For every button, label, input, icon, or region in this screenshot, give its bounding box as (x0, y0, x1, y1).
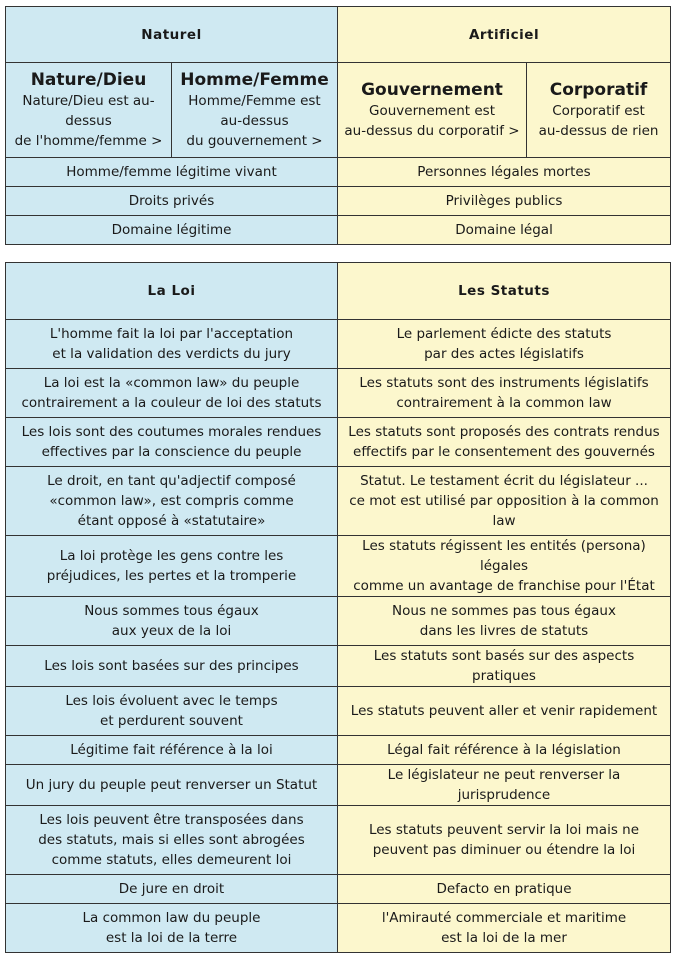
table-row-left: Nous sommes tous égaux aux yeux de la loi (6, 597, 338, 646)
table-row-right: Les statuts sont basés sur des aspects pratiques (338, 646, 671, 687)
corporatif-cell (527, 63, 671, 158)
table-row-right: Le parlement édicte des statuts par des actes législatifs (338, 320, 671, 369)
table-row-left: Homme/femme légitime vivant (6, 158, 338, 187)
table-row-right: Domaine légal (338, 216, 671, 245)
artificiel-heading: Artificiel (338, 7, 671, 63)
homme-femme-cell (172, 63, 338, 158)
table-row-right: Les statuts peuvent servir la loi mais ne peuvent pas diminuer ou étendre la loi (338, 806, 671, 875)
loi-vs-statuts-table (5, 262, 671, 953)
table-row-left: La common law du peuple est la loi de la terre (6, 904, 338, 953)
table-row-left: La loi est la «common law» du peuple contrairement a la couleur de loi des statuts (6, 369, 338, 418)
table-row-right: Personnes légales mortes (338, 158, 671, 187)
table-row-left: La loi protège les gens contre les préjudices, les pertes et la tromperie (6, 536, 338, 597)
table-row-right: l'Amirauté commerciale et maritime est la loi de la mer (338, 904, 671, 953)
nature-dieu-cell (6, 63, 172, 158)
table-row-right: Statut. Le testament écrit du législateur ... ce mot est utilisé par opposition à la common law (338, 467, 671, 536)
table-row-left: Les lois évoluent avec le temps et perdurent souvent (6, 687, 338, 736)
la-loi-heading: La Loi (6, 263, 338, 320)
table-row-left: Domaine légitime (6, 216, 338, 245)
homme-femme-title: Homme/Femme (180, 70, 329, 90)
homme-femme-text: Homme/Femme est au-dessus du gouvernement > (186, 93, 323, 149)
nature-dieu-text: Nature/Dieu est au- dessus de l'homme/femme > (14, 93, 163, 149)
table-row-left: De jure en droit (6, 875, 338, 904)
table-row-right: Defacto en pratique (338, 875, 671, 904)
gouvernement-text: Gouvernement est au-dessus du corporatif > (344, 103, 520, 139)
table-row-right: Les statuts sont des instruments législatifs contrairement à la common law (338, 369, 671, 418)
gouvernement-title: Gouvernement (361, 80, 503, 100)
table-row-left: Le droit, en tant qu'adjectif composé «common law», est compris comme étant opposé à «statutaire» (6, 467, 338, 536)
table-row-left: L'homme fait la loi par l'acceptation et la validation des verdicts du jury (6, 320, 338, 369)
table-row-left: Les lois sont des coutumes morales rendues effectives par la conscience du peuple (6, 418, 338, 467)
table-row-right: Les statuts peuvent aller et venir rapidement (338, 687, 671, 736)
table-row-left: Les lois sont basées sur des principes (6, 646, 338, 687)
table-row-left: Droits privés (6, 187, 338, 216)
nature-dieu-title: Nature/Dieu (30, 70, 147, 90)
table-row-right: Légal fait référence à la législation (338, 736, 671, 765)
table-row-right: Le législateur ne peut renverser la jurisprudence (338, 765, 671, 806)
table-row-right: Privilèges publics (338, 187, 671, 216)
table-row-right: Les statuts sont proposés des contrats rendus effectifs par le consentement des gouvernés (338, 418, 671, 467)
table-row-left: Les lois peuvent être transposées dans des statuts, mais si elles sont abrogées comme statuts, elles demeurent loi (6, 806, 338, 875)
gouvernement-cell (338, 63, 527, 158)
table-row-right: Nous ne sommes pas tous égaux dans les livres de statuts (338, 597, 671, 646)
corporatif-text: Corporatif est au-dessus de rien (538, 103, 659, 139)
naturel-heading: Naturel (6, 7, 338, 63)
corporatif-title: Corporatif (549, 80, 648, 100)
table-row-right: Les statuts régissent les entités (persona) légales comme un avantage de franchise pour l'État (338, 536, 671, 597)
table-row-left: Légitime fait référence à la loi (6, 736, 338, 765)
table-row-left: Un jury du peuple peut renverser un Statut (6, 765, 338, 806)
les-statuts-heading: Les Statuts (338, 263, 671, 320)
natural-vs-artificial-table (5, 6, 671, 245)
